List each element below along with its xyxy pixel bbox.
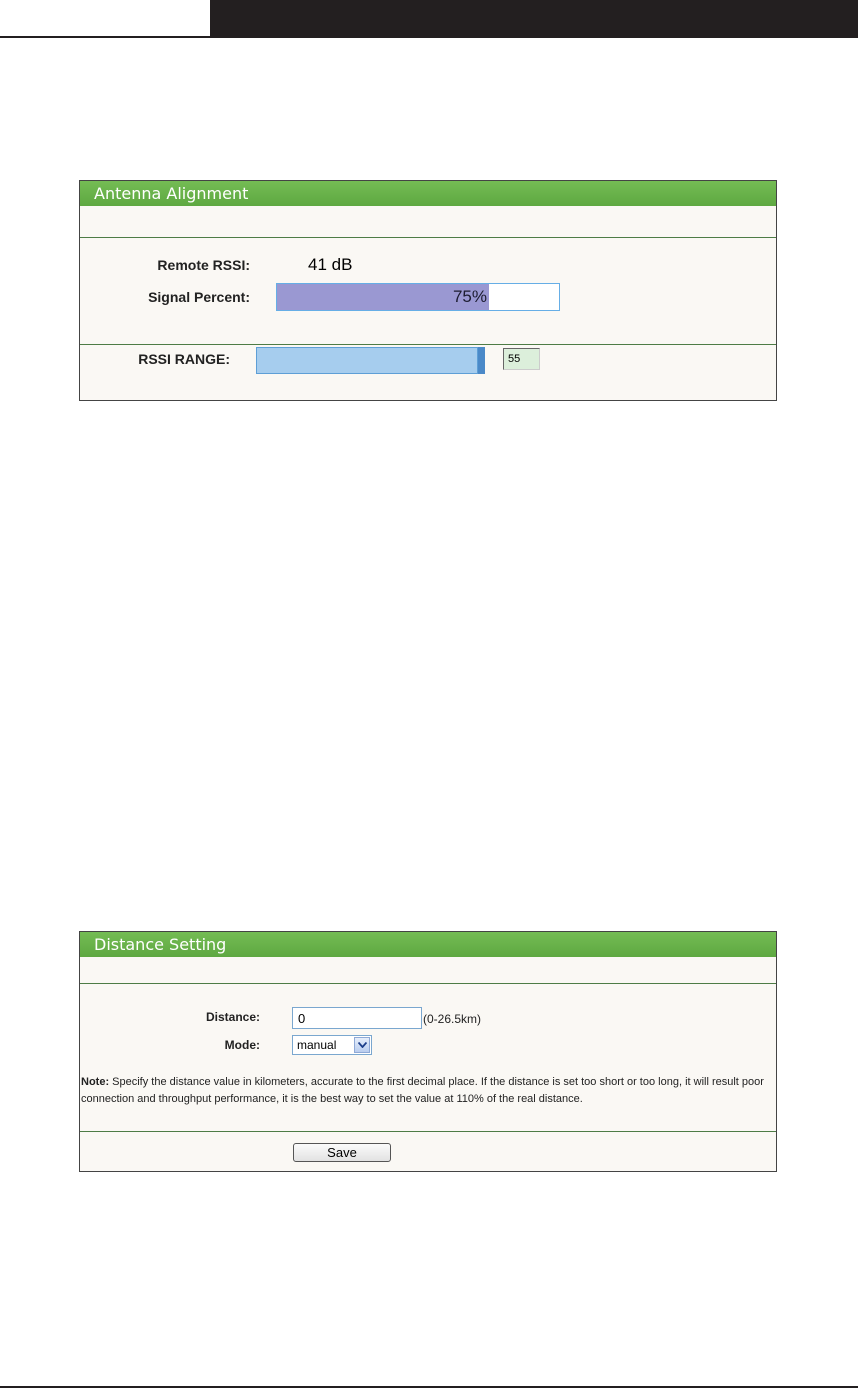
distance-setting-panel (79, 931, 777, 1172)
mode-select[interactable] (292, 1035, 372, 1055)
rssi-range-thumb[interactable] (478, 347, 485, 374)
rssi-range-label: RSSI RANGE: (138, 351, 230, 367)
signal-percent-text: 75% (452, 287, 487, 306)
remote-rssi-label: Remote RSSI: (157, 257, 250, 273)
note-label: Note: (81, 1076, 110, 1088)
chevron-down-icon[interactable] (354, 1037, 370, 1053)
mode-select-value: manual (297, 1038, 337, 1052)
page-header-bar (210, 0, 858, 36)
distance-hint: (0-26.5km) (423, 1012, 482, 1026)
save-button[interactable]: Save (293, 1143, 391, 1162)
rssi-range-value: 55 (503, 348, 540, 370)
divider (80, 344, 776, 345)
signal-percent-label: Signal Percent: (148, 289, 250, 305)
divider (80, 237, 776, 238)
antenna-alignment-title: Antenna Alignment (80, 181, 776, 206)
page-footer-rule (0, 1386, 858, 1388)
divider (80, 983, 776, 984)
note-text (81, 1074, 772, 1108)
rssi-range-slider[interactable] (256, 347, 478, 374)
distance-setting-title: Distance Setting (80, 932, 776, 957)
note-body: Specify the distance value in kilometers, accurate to the first decimal place. If the distance is set too short or too long, it will result poor connection and throughput performance, it is the best way to set the value at 110% of the real distance. (81, 1076, 764, 1105)
distance-input[interactable] (292, 1007, 422, 1029)
page-header-left (0, 0, 210, 36)
distance-label: Distance: (205, 1010, 260, 1024)
divider (80, 1131, 776, 1132)
page-header-rule (0, 36, 858, 38)
remote-rssi-value: 41 dB (308, 255, 353, 274)
signal-percent-bar (276, 283, 560, 311)
antenna-alignment-panel (79, 180, 777, 401)
mode-label: Mode: (224, 1038, 260, 1052)
